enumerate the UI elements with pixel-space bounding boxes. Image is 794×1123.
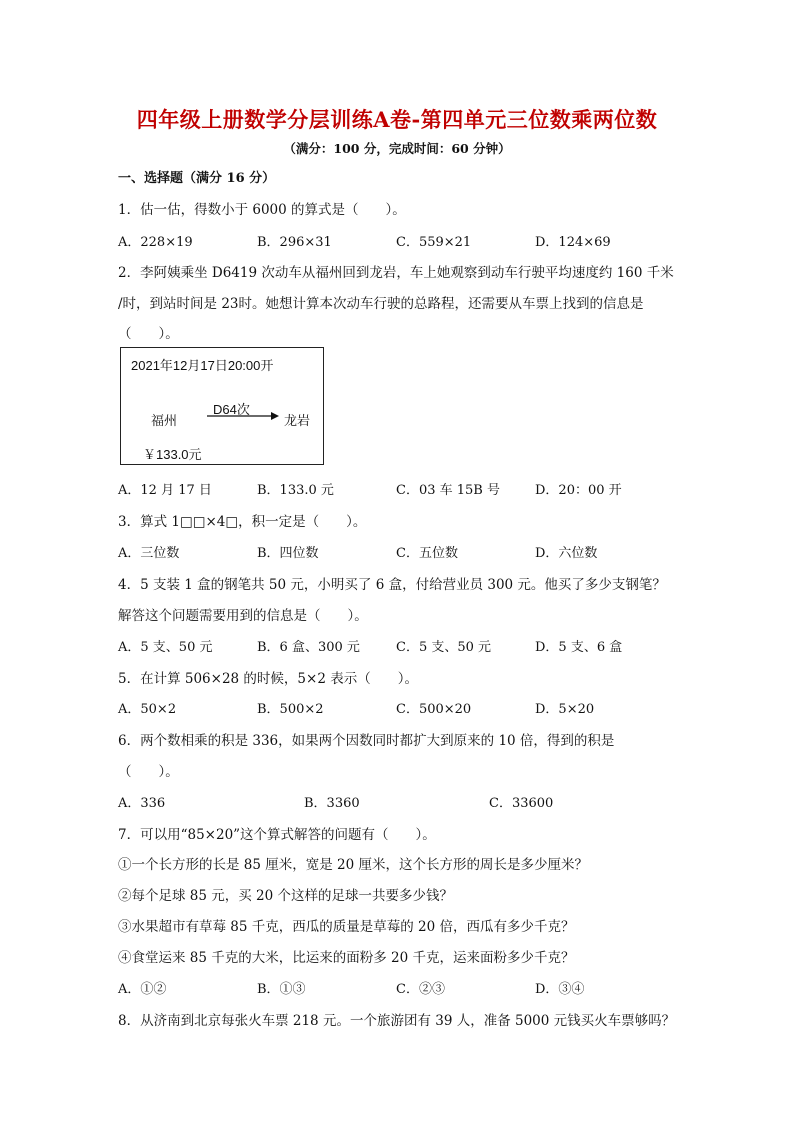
question-5-option-c: C．500×20 <box>396 702 472 717</box>
question-3-option-b: B．四位数 <box>257 546 319 561</box>
question-7-option-b: B．①③ <box>257 982 306 997</box>
question-5-option-d: D．5×20 <box>535 702 595 717</box>
question-5-option-b: B．500×2 <box>257 702 324 717</box>
arrow-right-icon <box>207 411 279 421</box>
question-2-option-d: D．20：00 开 <box>535 483 622 498</box>
question-4-stem-line-1: 4．5 支装 1 盒的钢笔共 50 元，小明买了 6 盒，付给营业员 300 元。他买了多少支钢笔？ <box>118 577 666 593</box>
ticket-date: 2021年12月17日20:00开 <box>131 358 274 373</box>
question-1-option-b: B．296×31 <box>257 235 332 250</box>
ticket-price: ￥133.0元 <box>143 447 202 462</box>
question-2-stem-line-1: 2．李阿姨乘坐 D6419 次动车从福州回到龙岩，车上她观察到动车行驶平均速度约 160 千米 <box>118 265 674 281</box>
question-7-option-a: A．①② <box>118 982 167 997</box>
question-3-option-d: D．六位数 <box>535 546 598 561</box>
ticket-train-number: D64次 <box>213 402 250 417</box>
question-4-option-d: D．5 支、6 盒 <box>535 640 623 655</box>
question-6-option-a: A．336 <box>118 796 166 811</box>
question-7-item-3: ③水果超市有草莓 85 千克，西瓜的质量是草莓的 20 倍，西瓜有多少千克？ <box>118 919 575 935</box>
question-4-option-b: B．6 盒、300 元 <box>257 640 360 655</box>
question-1-option-c: C．559×21 <box>396 235 472 250</box>
question-1-option-d: D．124×69 <box>535 235 611 250</box>
question-2-option-b: B．133.0 元 <box>257 483 334 498</box>
page-subtitle: （满分：100 分，完成时间：60 分钟） <box>283 141 511 156</box>
question-1-option-a: A．228×19 <box>118 235 193 250</box>
question-7-option-c: C．②③ <box>396 982 445 997</box>
question-5-stem: 5．在计算 506×28 的时候，5×2 表示（ ）。 <box>118 671 418 687</box>
question-4-stem-line-2: 解答这个问题需要用到的信息是（ ）。 <box>118 608 368 624</box>
question-3-option-c: C．五位数 <box>396 546 458 561</box>
question-7-item-4: ④食堂运来 85 千克的大米，比运来的面粉多 20 千克，运来面粉多少千克？ <box>118 950 575 966</box>
question-8-stem: 8．从济南到北京每张火车票 218 元。一个旅游团有 39 人，准备 5000 元钱买火车票够吗？ <box>118 1013 676 1029</box>
ticket-departure: 福州 <box>151 413 178 428</box>
question-3-option-a: A．三位数 <box>118 546 180 561</box>
question-7-item-2: ②每个足球 85 元，买 20 个这样的足球一共要多少钱？ <box>118 888 454 904</box>
page-title: 四年级上册数学分层训练A卷-第四单元三位数乘两位数 <box>136 107 658 132</box>
question-6-option-b: B．3360 <box>304 796 360 811</box>
ticket-destination: 龙岩 <box>284 413 311 428</box>
question-7-item-1: ①一个长方形的长是 85 厘米，宽是 20 厘米，这个长方形的周长是多少厘米？ <box>118 857 589 873</box>
train-ticket-figure <box>120 347 324 465</box>
question-3-stem: 3．算式 1□□×4□，积一定是（ ）。 <box>118 514 367 530</box>
question-7-stem: 7．可以用“85×20”这个算式解答的问题有（ ）。 <box>118 827 436 843</box>
question-6-option-c: C．33600 <box>489 796 554 811</box>
question-6-stem-line-2: （ ）。 <box>118 764 179 780</box>
question-2-stem-line-2: /时，到站时间是 23时。她想计算本次动车行驶的总路程，还需要从车票上找到的信息是 <box>118 296 644 312</box>
question-7-option-d: D．③④ <box>535 982 585 997</box>
question-5-option-a: A．50×2 <box>118 702 177 717</box>
question-4-option-c: C．5 支、50 元 <box>396 640 492 655</box>
question-1-stem: 1．估一估，得数小于 6000 的算式是（ ）。 <box>118 202 406 218</box>
question-6-stem-line-1: 6．两个数相乘的积是 336，如果两个因数同时都扩大到原来的 10 倍，得到的积是 <box>118 733 615 749</box>
question-2-option-a: A．12 月 17 日 <box>118 483 212 498</box>
section-heading: 一、选择题（满分 16 分） <box>118 171 276 186</box>
question-2-stem-line-3: （ ）。 <box>118 326 179 342</box>
question-2-option-c: C．03 车 15B 号 <box>396 483 500 498</box>
question-4-option-a: A．5 支、50 元 <box>118 640 213 655</box>
